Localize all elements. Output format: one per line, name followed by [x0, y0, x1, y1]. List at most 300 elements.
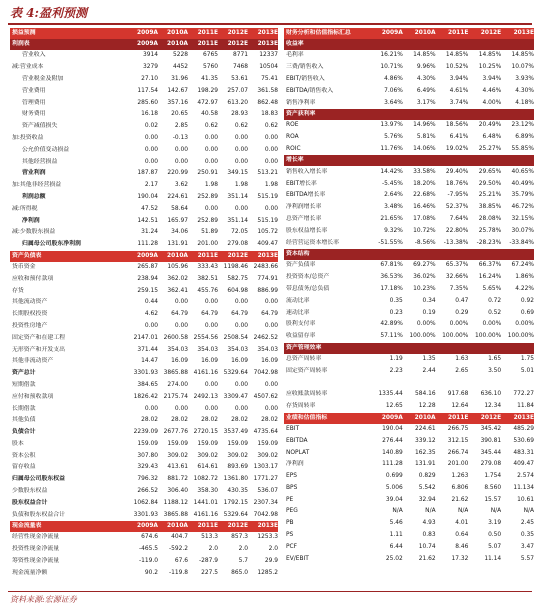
row-value: 117.54 [137, 87, 158, 94]
table-row [10, 121, 278, 133]
row-value: 285.60 [137, 99, 158, 106]
row-label: 股本 [12, 440, 24, 447]
row-value [436, 377, 469, 389]
row-label: BPS [286, 484, 298, 491]
row-value: 12.65 [385, 403, 403, 410]
row-value: 0.00% [515, 321, 534, 328]
row-value: 584.16 [414, 391, 436, 398]
row-label: PEG [286, 508, 298, 515]
row-value: 881.72 [167, 476, 188, 483]
table-row [284, 120, 534, 132]
table-row [10, 474, 278, 486]
row-value: 16.09 [171, 358, 188, 365]
row-value: 4.01 [455, 520, 469, 527]
row-value: 1.35 [422, 355, 436, 362]
empty-cell [436, 343, 469, 354]
row-label: 减:少数股东损益 [12, 229, 56, 236]
row-value: 1826.42 [133, 393, 158, 400]
empty-cell [370, 343, 403, 354]
row-value: 69.27% [413, 262, 436, 269]
year-header: 2012E [218, 39, 248, 50]
row-value: 1.98 [234, 182, 248, 189]
year-header: 2010A [158, 521, 188, 532]
year-header: 2013E [501, 28, 534, 39]
row-value: -119.0 [139, 558, 158, 565]
page-title: 表 4:盈利预测 [10, 6, 87, 20]
row-value: 10.61 [517, 496, 534, 503]
row-label: PE [286, 496, 294, 503]
year-header: 2013E [501, 413, 534, 424]
row-value: 2.65 [455, 367, 469, 374]
row-value: 75.41 [261, 75, 278, 82]
row-value: 18.76% [445, 180, 469, 187]
row-value: 2.85 [174, 123, 188, 130]
table-row [284, 319, 534, 331]
row-value: 0.00 [144, 322, 158, 329]
subsection-header [284, 343, 534, 354]
row-value: 5.7 [238, 558, 248, 565]
row-value: 796.32 [137, 476, 158, 483]
row-value: 1285.2 [257, 569, 278, 576]
table-row [284, 74, 534, 86]
year-header: 2012E [468, 413, 501, 424]
row-label: 现金流量净额 [12, 569, 48, 576]
row-value: 7042.98 [253, 511, 278, 518]
table-row [284, 97, 534, 109]
row-label: 减:所得税 [12, 205, 38, 212]
row-value: 0.35 [520, 532, 534, 539]
row-value: 18.20% [413, 180, 436, 187]
row-value [468, 377, 501, 389]
row-label: 总资产增长率 [286, 215, 322, 222]
row-label: 净利润增长率 [286, 204, 322, 211]
row-value: 0.00 [144, 134, 158, 141]
row-value: 0.00 [204, 205, 218, 212]
row-label: 净利润 [286, 461, 304, 468]
row-value: 409.47 [513, 461, 534, 468]
row-value: 0.72 [488, 297, 502, 304]
row-value: 536.07 [257, 488, 278, 495]
row-value: 19.02% [445, 145, 469, 152]
table-row [284, 483, 534, 495]
row-value: 35.79% [511, 192, 534, 199]
row-value: 265.87 [137, 263, 158, 270]
row-value: 917.68 [447, 391, 469, 398]
row-value: N/A [490, 508, 502, 515]
row-value: 58.64 [171, 205, 188, 212]
row-value: 1253.3 [257, 534, 278, 541]
row-value: 515.19 [257, 193, 278, 200]
row-label: 应收账款周转率 [286, 391, 328, 398]
row-value: 513.21 [257, 170, 278, 177]
row-label: 加:投资收益 [12, 134, 44, 141]
row-value: 21.62 [418, 555, 436, 562]
row-label: EPS [286, 473, 298, 480]
empty-cell [468, 155, 501, 166]
row-value: 8771 [233, 52, 248, 59]
row-value: 224.61 [167, 193, 188, 200]
table-row [284, 471, 534, 483]
row-label: 资产总计 [12, 370, 36, 377]
row-value: 28.93 [231, 111, 248, 118]
row-value: 2.0 [238, 546, 248, 553]
subsection-title: 增长率 [284, 155, 370, 166]
row-label: 其他非流动资产 [12, 358, 54, 365]
row-value: 2307.34 [253, 499, 278, 506]
year-header: 2013E [248, 28, 278, 39]
row-value: 6765 [203, 52, 218, 59]
row-value: 10.74 [418, 543, 436, 550]
row-value: -287.9 [199, 558, 218, 565]
row-value: 12337 [259, 52, 278, 59]
section-header [10, 28, 278, 39]
row-value: 31.24 [141, 229, 158, 236]
section-title: 现金流量表 [10, 521, 128, 532]
row-value [403, 377, 436, 389]
row-value: 55.85% [511, 145, 534, 152]
row-value: 2.44 [422, 367, 436, 374]
year-header: 2010A [158, 251, 188, 262]
row-value: -13.38% [443, 239, 469, 246]
row-value: 354.03 [197, 346, 218, 353]
row-label: 经营营运资本增长率 [286, 239, 340, 246]
row-value: 3301.93 [133, 370, 158, 377]
table-row [284, 190, 534, 202]
row-value: 5.006 [385, 484, 403, 491]
row-value: 0.00 [264, 299, 278, 306]
row-value: 1303.17 [253, 464, 278, 471]
empty-cell [370, 249, 403, 260]
row-value: 0.00 [144, 405, 158, 412]
row-value: 10.71% [380, 64, 403, 71]
row-value: 485.29 [513, 425, 534, 432]
table-row [10, 239, 278, 251]
row-value: 29.65% [478, 168, 502, 175]
row-label: NOPLAT [286, 449, 310, 456]
row-label: 收益留存率 [286, 333, 316, 340]
row-label: 短期借款 [12, 381, 36, 388]
row-value: 0.00 [264, 134, 278, 141]
row-value: 111.28 [137, 241, 158, 248]
section-header [10, 251, 278, 262]
year-header: 2011E [436, 413, 469, 424]
year-header: 2009A [370, 28, 403, 39]
row-value: 0.52 [488, 309, 502, 316]
row-value: 354.03 [167, 346, 188, 353]
row-value: 309.02 [197, 452, 218, 459]
row-value: 3.62 [174, 182, 188, 189]
table-row [10, 450, 278, 462]
row-value: 0.00 [174, 322, 188, 329]
row-value: 362.41 [167, 287, 188, 294]
row-value: 483.31 [513, 449, 534, 456]
row-label: 营业税金及附加 [22, 75, 64, 82]
row-value: 349.15 [227, 170, 248, 177]
row-label: 流动比率 [286, 297, 310, 304]
row-value: 0.50 [488, 532, 502, 539]
row-label: 公允价值变动损益 [22, 146, 70, 153]
row-value: 0.62 [264, 123, 278, 130]
row-value: 614.61 [197, 464, 218, 471]
row-label: 营业费用 [22, 87, 46, 94]
year-header: 2012E [218, 251, 248, 262]
row-value: 5228 [173, 52, 188, 59]
row-label: 无形资产和开发支出 [12, 346, 66, 353]
row-value: 3.93% [515, 75, 534, 82]
row-label: EBIT/销售收入 [286, 75, 325, 82]
row-value: 0.00% [449, 321, 469, 328]
row-value: 5.01 [520, 367, 534, 374]
row-value: 224.61 [414, 425, 436, 432]
row-value: 1198.46 [223, 263, 248, 270]
row-value: -51.55% [378, 239, 403, 246]
row-label: EBIT增长率 [286, 180, 317, 187]
row-label: 少数股东权益 [12, 488, 48, 495]
table-row [10, 567, 278, 579]
table-row [10, 192, 278, 204]
year-header: 2011E [188, 251, 218, 262]
row-value: 358.30 [197, 488, 218, 495]
year-header: 2010A [158, 39, 188, 50]
row-value: 674.6 [141, 534, 158, 541]
table-row [10, 85, 278, 97]
table-row [284, 214, 534, 226]
row-value: 67.6 [174, 558, 188, 565]
row-value: 5.07 [488, 543, 502, 550]
row-value: 40.58 [201, 111, 218, 118]
year-header: 2011E [188, 28, 218, 39]
right-table [284, 28, 534, 565]
table-row [284, 331, 534, 343]
row-value: 1.75 [520, 355, 534, 362]
row-value: 4.93 [422, 520, 436, 527]
row-value: 0.699 [385, 473, 403, 480]
row-label: 固定资产周转率 [286, 367, 328, 374]
row-value: 13.97% [380, 122, 403, 129]
row-value [501, 377, 534, 389]
row-label: 销售收入增长率 [286, 168, 328, 175]
row-label: 应付和预收款项 [12, 393, 54, 400]
row-value: 0.00 [204, 322, 218, 329]
row-value: 0.00 [174, 299, 188, 306]
row-value: 10.52% [445, 64, 469, 71]
row-value: 7.64% [449, 215, 469, 222]
row-value: 1.98 [264, 182, 278, 189]
row-value: 100.00% [474, 333, 502, 340]
table-row [10, 74, 278, 86]
empty-cell [501, 39, 534, 50]
empty-cell [468, 39, 501, 50]
table-row [10, 356, 278, 368]
row-value: 0.23 [389, 309, 403, 316]
row-value: 32.15% [511, 215, 534, 222]
row-value: 39.04 [385, 496, 403, 503]
row-value: 100.00% [409, 333, 436, 340]
table-row [10, 297, 278, 309]
row-label: 三费/销售收入 [286, 64, 324, 71]
row-value: 4.61% [449, 87, 469, 94]
table-row [10, 556, 278, 568]
year-header: 2013E [248, 251, 278, 262]
table-row [284, 354, 534, 366]
row-value: 1082.72 [193, 476, 218, 483]
empty-cell [468, 343, 501, 354]
row-value: 14.42% [380, 168, 403, 175]
row-value: 2508.54 [223, 334, 248, 341]
table-row [284, 377, 534, 389]
row-value: 5329.64 [223, 511, 248, 518]
row-value: 2483.66 [253, 263, 278, 270]
row-value: 3537.49 [223, 429, 248, 436]
table-row [10, 344, 278, 356]
title-divider [8, 23, 532, 25]
row-value: 351.14 [227, 193, 248, 200]
row-label: 长期借款 [12, 405, 36, 412]
row-value: 0.00 [204, 381, 218, 388]
row-value: 159.09 [167, 440, 188, 447]
row-value: 513.3 [201, 534, 218, 541]
row-value: 20.49% [478, 122, 502, 129]
table-row [284, 459, 534, 471]
row-value: 52.37% [445, 204, 469, 211]
row-value: 33.58% [413, 168, 436, 175]
row-value: 0.00 [204, 405, 218, 412]
row-value: 12.64 [451, 403, 469, 410]
row-value: 23.12% [511, 122, 534, 129]
row-value: 0.00 [234, 205, 248, 212]
row-value: 3.50 [488, 367, 502, 374]
table-row [10, 215, 278, 227]
row-label: 其他经营损益 [22, 158, 58, 165]
row-value: -33.84% [509, 239, 534, 246]
row-label: 加:其他非经营损益 [12, 182, 62, 189]
row-label: 管理费用 [22, 99, 46, 106]
row-value: 10504 [259, 64, 278, 71]
table-row [284, 50, 534, 62]
table-row [10, 203, 278, 215]
row-value: 1.98 [204, 182, 218, 189]
row-label: 存货 [12, 287, 24, 294]
row-value: 21.65% [380, 215, 403, 222]
row-value: 159.09 [137, 440, 158, 447]
section-title: 财务分析和估值指标汇总 [284, 28, 370, 39]
year-header: 2009A [128, 28, 158, 39]
table-row [10, 486, 278, 498]
row-label: 固定资产和在建工程 [12, 334, 66, 341]
row-value: 307.80 [137, 452, 158, 459]
row-value: 3914 [143, 52, 158, 59]
row-label: 净利润 [22, 217, 40, 224]
row-value: 17.32 [451, 555, 469, 562]
row-value: 28.02 [201, 417, 218, 424]
year-header: 2009A [128, 521, 158, 532]
row-value: 312.15 [447, 437, 469, 444]
row-value: 413.61 [167, 464, 188, 471]
table-row [10, 368, 278, 380]
row-value: 7042.98 [253, 370, 278, 377]
table-row [284, 518, 534, 530]
row-value: 306.40 [167, 488, 188, 495]
row-value: 201.00 [447, 461, 469, 468]
year-header: 2010A [403, 413, 436, 424]
row-value: 862.48 [257, 99, 278, 106]
empty-cell [370, 39, 403, 50]
row-value: 886.99 [257, 287, 278, 294]
row-value: 3.19 [488, 520, 502, 527]
row-value: 0.00% [416, 321, 436, 328]
row-value: 17.18% [380, 285, 403, 292]
row-value: 266.52 [137, 488, 158, 495]
row-value: 32.94 [418, 496, 436, 503]
empty-cell [370, 155, 403, 166]
table-row [284, 178, 534, 190]
row-value: 3.64% [384, 99, 403, 106]
table-row [284, 132, 534, 144]
row-value: 0.00 [174, 158, 188, 165]
subsection-header [284, 39, 534, 50]
row-value: 2492.13 [193, 393, 218, 400]
row-value: 4161.16 [193, 511, 218, 518]
year-header: 2011E [188, 39, 218, 50]
row-value: 4.46% [482, 87, 502, 94]
row-value: 64.79 [231, 311, 248, 318]
row-value: 16.09 [201, 358, 218, 365]
row-value: 2.64% [384, 192, 403, 199]
row-value: 4.18% [515, 99, 534, 106]
row-value: 22.80% [445, 227, 469, 234]
row-value: 14.85% [445, 52, 469, 59]
row-value: 8.46 [455, 543, 469, 550]
row-value: 430.35 [227, 488, 248, 495]
row-label: 资本公积 [12, 452, 36, 459]
row-value: 362.02 [167, 275, 188, 282]
row-value: 190.04 [137, 193, 158, 200]
left-panel [10, 28, 278, 579]
row-value: 345.44 [480, 449, 502, 456]
row-value: 390.81 [480, 437, 502, 444]
section-title: 资产负债表 [10, 251, 128, 262]
empty-cell [403, 39, 436, 50]
row-value: 5.76% [384, 134, 403, 141]
row-value: 0.00 [234, 405, 248, 412]
year-header: 2011E [436, 28, 469, 39]
row-label: 投资资本/总资产 [286, 274, 330, 281]
table-row [10, 380, 278, 392]
row-label: 负债和股东权益合计 [12, 511, 66, 518]
row-value: 2720.15 [193, 429, 218, 436]
row-label: EBITDA增长率 [286, 192, 326, 199]
row-value: 3309.47 [223, 393, 248, 400]
row-value: 1361.80 [223, 476, 248, 483]
row-value: 6.806 [451, 484, 469, 491]
subsection-title: 资产管理效率 [284, 343, 370, 354]
row-value: 53.61 [231, 75, 248, 82]
row-value: 5329.64 [223, 370, 248, 377]
row-value: 20.65 [171, 111, 188, 118]
row-value: 10.07% [511, 64, 534, 71]
row-value: 339.12 [414, 437, 436, 444]
table-row [10, 309, 278, 321]
table-row [10, 109, 278, 121]
row-value: 354.03 [227, 346, 248, 353]
row-value: 0.47 [455, 297, 469, 304]
row-value: 0.02 [144, 123, 158, 130]
row-value: 0.29 [455, 309, 469, 316]
row-label: ROE [286, 122, 299, 129]
row-value: 613.20 [227, 99, 248, 106]
row-value: 276.44 [382, 437, 403, 444]
row-value: 5.81% [416, 134, 436, 141]
